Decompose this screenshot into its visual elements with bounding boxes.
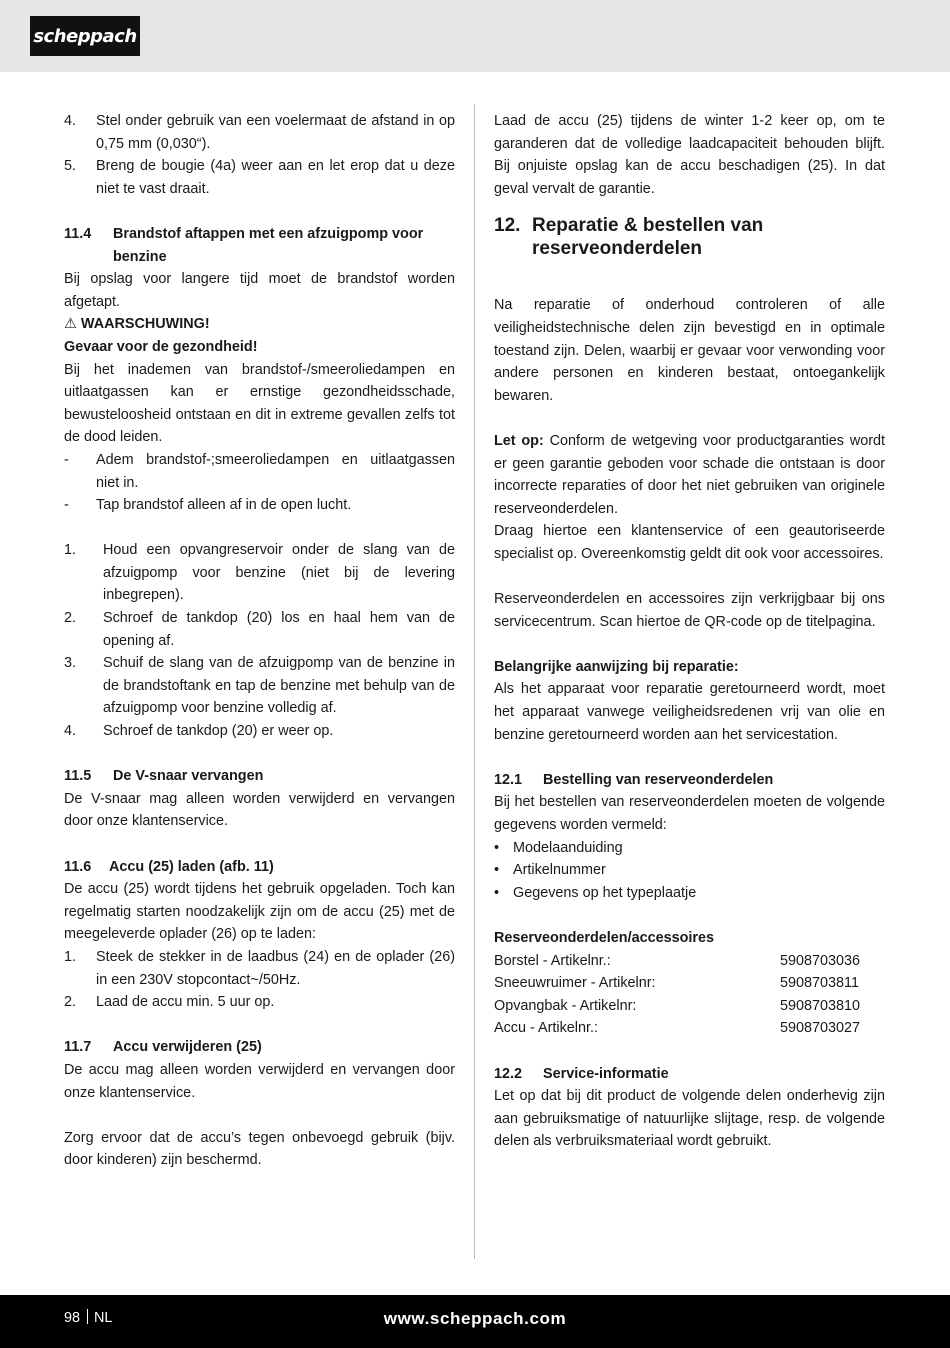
paragraph: Na reparatie of onderhoud controleren of alle veiligheidstechnische delen zijn bevestigd en in optimale toestand zijn. Delen, waarbij er gevaar voor verwonding voor andere personen en kinderen bestaat, ontoegankelijk bewaren. [494,297,885,404]
section-heading-12-1: 12.1 Bestelling van reserveonderdelen [494,771,774,788]
section-heading-11-6: 11.6 Accu (25) laden (afb. 11) [64,858,274,875]
section-heading-11-4: 11.4 Brandstof aftappen met een afzuigpomp voor benzine [64,225,424,265]
warning-subtitle: Gevaar voor de gezondheid! [64,338,258,355]
step-item: 2. Schroef de tankdop (20) los en haal hem van de opening af. [64,610,455,649]
list-item: • Artikelnummer [494,859,885,882]
list-item: • Gegevens op het typeplaatje [494,882,885,905]
bullet-icon: • [494,839,500,856]
step-item: 4. Stel onder gebruik van een voelermaat de afstand in op 0,75 mm (0,030“). [64,113,455,152]
paragraph: Als het apparaat voor reparatie geretourneerd wordt, moet het apparaat vanwege veiligheidsredenen vrij van olie en benzine geretourneerd worden aan het servicestation. [494,681,885,743]
section-heading-11-7: 11.7 Accu verwijderen (25) [64,1039,262,1056]
paragraph: Reserveonderdelen en accessoires zijn verkrijgbaar bij ons servicecentrum. Scan hiertoe de QR-code op de titelpagina. [494,591,885,630]
paragraph: De accu (25) wordt tijdens het gebruik opgeladen. Toch kan regelmatig starten noodzakelijk zijn om de accu (25) met de meegeleverde oplader (26) op te laden: [64,881,455,943]
page-number: 98 NL [64,1310,113,1326]
column-divider [474,104,475,1259]
parts-row: Borstel - Artikelnr.: 5908703036 [494,952,861,969]
dash-item: - Adem brandstof-;smeeroliedampen en uitlaatgassen niet in. [64,451,455,491]
paragraph: De accu mag alleen worden verwijderd en vervangen door onze klantenservice. [64,1061,455,1101]
step-item: 4. Schroef de tankdop (20) er weer op. [64,723,334,740]
warning-text: Bij het inademen van brandstof-/smeeroliedampen en uitlaatgassen kan er ernstige gezondheidsschade, bewusteloosheid ontstaan en dit in extreme gevallen zelfs tot de dood leiden. [64,361,455,446]
paragraph: Let op dat bij dit product de volgende delen onderhevig zijn aan gebruiksmatige of natuurlijke slijtage, resp. de volgende delen als verbruiksmateriaal wordt gebruikt. [494,1088,885,1150]
header-band [0,0,950,72]
step-item: 1. Houd een opvangreservoir onder de slang van de afzuigpomp voor benzine (niet bij de levering inbegrepen). [64,542,455,604]
bullet-icon: • [494,884,500,901]
note-paragraph: Let op: Conform de wetgeving voor productgaranties wordt er geen garantie geboden voor schade die ontstaan is door incorrecte reparaties of door het niet gebruiken van originele reserveonderdelen. [494,432,886,517]
left-column [64,110,455,1172]
paragraph: Draag hiertoe een klantenservice of een geautoriseerde specialist op. Overeenkomstig geldt dit ook voor accessoires. [494,523,885,562]
bullet-icon: • [494,862,500,879]
paragraph: Laad de accu (25) tijdens de winter 1-2 keer op, om te garanderen dat de volledige laadcapaciteit behouden blijft. Bij onjuiste opslag kan de accu beschadigen (25). In dat geval vervalt de garantie. [494,113,885,197]
scheppach-logo: scheppach [30,16,140,56]
chapter-heading-12: 12. Reparatie & bestellen van reserveonderdelen [494,215,764,260]
warning-triangle-icon: ⚠ [64,316,77,333]
step-item: 2. Laad de accu min. 5 uur op. [64,994,275,1011]
step-item: 5. Breng de bougie (4a) weer aan en let erop dat u deze niet te vast draait. [64,158,455,197]
paragraph: De V-snaar mag alleen worden verwijderd en vervangen door onze klantenservice. [64,790,455,830]
section-heading-11-5: 11.5 De V-snaar vervangen [64,768,264,785]
website-link[interactable]: www.scheppach.com [383,1309,567,1328]
parts-row: Sneeuwruimer - Artikelnr: 5908703811 [494,975,859,992]
paragraph: Bij opslag voor langere tijd moet de brandstof worden afgetapt. [64,271,455,310]
warning-title: ⚠ WAARSCHUWING! [64,313,455,336]
parts-title: Reserveonderdelen/accessoires [494,930,714,946]
list-item: • Modelaanduiding [494,837,885,860]
section-heading-12-2: 12.2 Service-informatie [494,1065,669,1082]
step-item: 3. Schuif de slang van de afzuigpomp van de benzine in de brandstoftank en tap de benzine met behulp van de afzuigpomp voor benzine volledig af. [64,655,455,717]
footer-bar [0,1295,950,1348]
paragraph: Zorg ervoor dat de accu’s tegen onbevoegd gebruik (bijv. door kinderen) zijn beschermd. [64,1129,455,1169]
repair-note-title: Belangrijke aanwijzing bij reparatie: [494,658,739,675]
parts-row: Accu - Artikelnr.: 5908703027 [494,1020,861,1037]
right-column [494,110,885,1153]
step-item: 1. Steek de stekker in de laadbus (24) en de oplader (26) in een 230V stopcontact~/50Hz. [64,948,455,988]
parts-row: Opvangbak - Artikelnr: 5908703810 [494,997,861,1014]
paragraph: Bij het bestellen van reserveonderdelen moeten de volgende gegevens worden vermeld: [494,794,885,834]
dash-item: - Tap brandstof alleen af in de open lucht. [64,497,352,514]
